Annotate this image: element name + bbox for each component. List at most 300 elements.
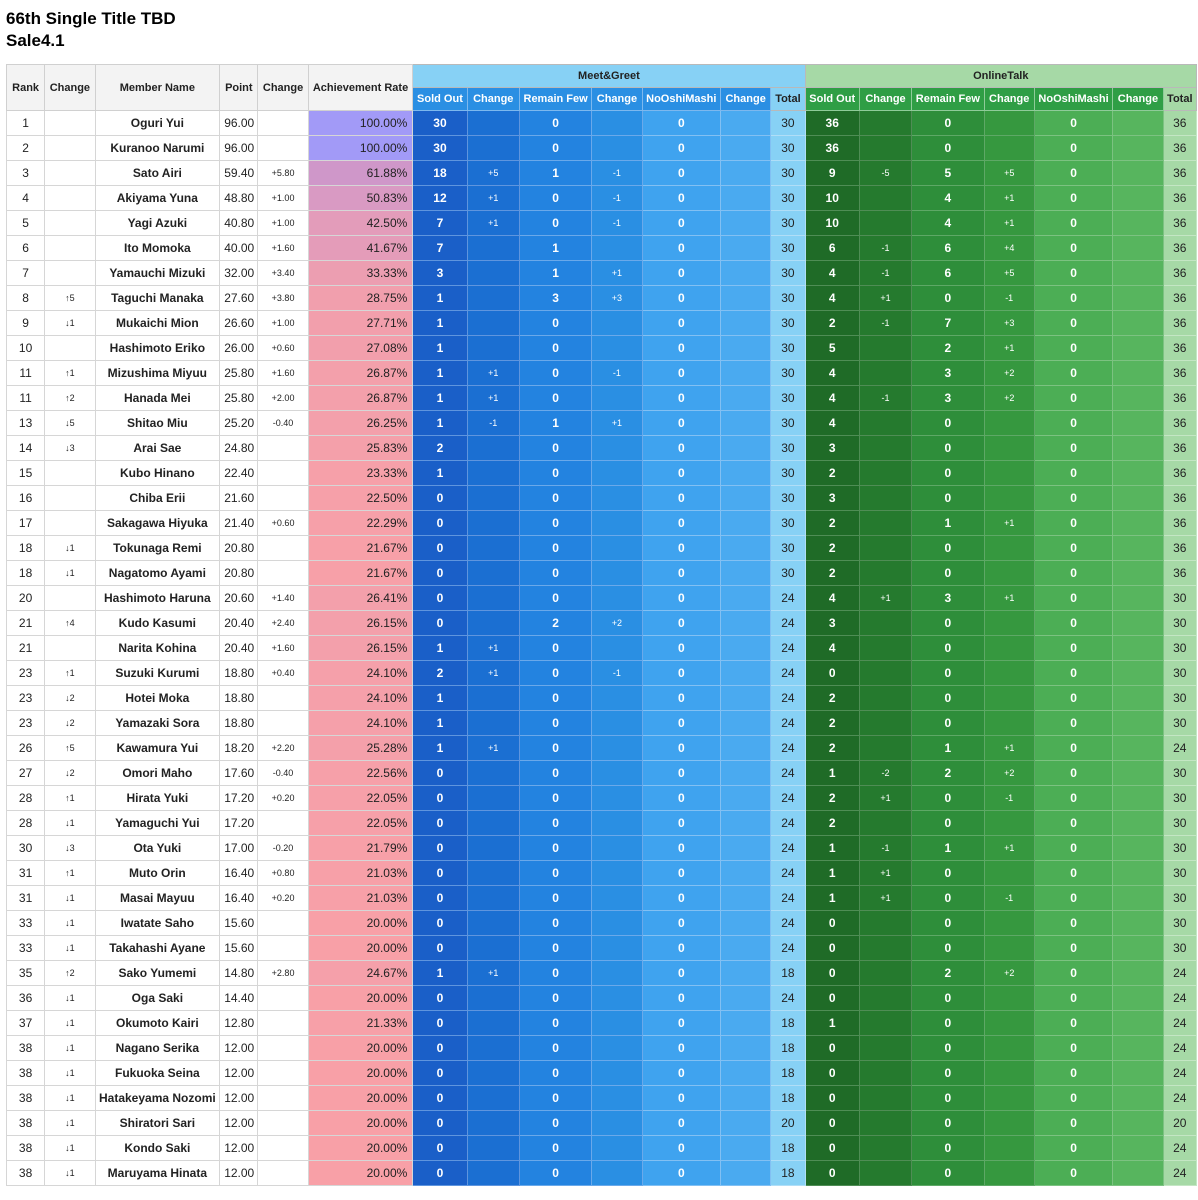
mg-sold-out-cell: 3 [413,261,467,286]
rank-change-cell [45,336,95,361]
ot-header-remain-few: Remain Few [912,88,984,111]
mg-remain-few-cell: 0 [519,861,591,886]
ot-remain-few-cell: 4 [912,186,984,211]
mg-remain-few-cell: 3 [519,286,591,311]
ot-total-cell: 24 [1163,1061,1196,1086]
rank-change-cell [45,511,95,536]
ot-remain-few-cell: 0 [912,811,984,836]
mg-nooshimashi-change-cell [721,411,771,436]
ot-nooshimashi-change-cell [1113,211,1163,236]
mg-sold-out-change-cell [467,436,519,461]
mg-nooshimashi-change-cell [721,586,771,611]
rank-cell: 3 [7,161,45,186]
ot-sold-out-cell: 0 [805,1036,859,1061]
point-cell: 12.00 [220,1061,258,1086]
point-change-cell [258,561,308,586]
ot-sold-out-cell: 3 [805,486,859,511]
table-row [7,186,1197,211]
ot-sold-out-cell: 0 [805,986,859,1011]
point-cell: 25.20 [220,411,258,436]
mg-remain-few-cell: 1 [519,411,591,436]
ot-header-nooshimashi: NoOshiMashi [1034,88,1112,111]
mg-total-cell: 30 [771,486,805,511]
mg-remain-few-change-cell: -1 [592,661,642,686]
mg-nooshimashi-change-cell [721,336,771,361]
point-cell: 22.40 [220,461,258,486]
point-cell: 27.60 [220,286,258,311]
ot-total-cell: 30 [1163,611,1196,636]
mg-total-cell: 30 [771,261,805,286]
table-row [7,611,1197,636]
achievement-rate-cell: 20.00% [308,1161,413,1186]
mg-remain-few-change-cell: -1 [592,211,642,236]
point-cell: 32.00 [220,261,258,286]
ot-sold-out-change-cell: -1 [859,236,911,261]
mg-remain-few-change-cell [592,1111,642,1136]
rank-change-cell [45,586,95,611]
mg-total-cell: 24 [771,611,805,636]
point-cell: 17.20 [220,786,258,811]
ot-total-cell: 36 [1163,486,1196,511]
rank-change-cell: ↑2 [45,386,95,411]
mg-nooshimashi-change-cell [721,511,771,536]
ot-remain-few-change-cell: +1 [984,186,1034,211]
point-change-cell: -0.20 [258,836,308,861]
mg-remain-few-change-cell [592,861,642,886]
mg-sold-out-change-cell: +1 [467,211,519,236]
member-name-cell: Narita Kohina [95,636,220,661]
ot-total-cell: 30 [1163,761,1196,786]
achievement-rate-cell: 26.87% [308,361,413,386]
ot-total-cell: 36 [1163,561,1196,586]
mg-remain-few-cell: 0 [519,711,591,736]
mg-remain-few-change-cell [592,586,642,611]
mg-sold-out-cell: 18 [413,161,467,186]
mg-remain-few-cell: 1 [519,236,591,261]
ot-nooshimashi-cell: 0 [1034,811,1112,836]
mg-sold-out-change-cell [467,261,519,286]
achievement-rate-cell: 22.05% [308,786,413,811]
point-change-cell: +2.00 [258,386,308,411]
ot-remain-few-change-cell [984,111,1034,136]
ot-sold-out-change-cell [859,361,911,386]
mg-nooshimashi-change-cell [721,861,771,886]
mg-sold-out-cell: 0 [413,536,467,561]
rank-change-cell: ↑5 [45,736,95,761]
ot-nooshimashi-cell: 0 [1034,1136,1112,1161]
ot-nooshimashi-cell: 0 [1034,636,1112,661]
ot-remain-few-cell: 6 [912,261,984,286]
ot-nooshimashi-change-cell [1113,986,1163,1011]
point-change-cell: +0.80 [258,861,308,886]
rank-cell: 38 [7,1111,45,1136]
mg-total-cell: 30 [771,211,805,236]
ot-total-cell: 36 [1163,436,1196,461]
ot-total-cell: 24 [1163,736,1196,761]
ot-nooshimashi-cell: 0 [1034,761,1112,786]
point-change-cell: +1.00 [258,186,308,211]
rank-change-cell: ↑1 [45,661,95,686]
mg-total-cell: 18 [771,1136,805,1161]
ot-sold-out-change-cell [859,1061,911,1086]
mg-sold-out-change-cell [467,111,519,136]
mg-sold-out-change-cell [467,336,519,361]
rank-cell: 38 [7,1036,45,1061]
mg-remain-few-change-cell [592,711,642,736]
mg-nooshimashi-cell: 0 [642,961,720,986]
achievement-rate-cell: 21.79% [308,836,413,861]
mg-remain-few-cell: 0 [519,961,591,986]
mg-total-cell: 30 [771,236,805,261]
ot-nooshimashi-cell: 0 [1034,311,1112,336]
mg-remain-few-change-cell [592,1136,642,1161]
ot-nooshimashi-cell: 0 [1034,886,1112,911]
mg-sold-out-change-cell: +1 [467,736,519,761]
mg-sold-out-cell: 30 [413,111,467,136]
mg-nooshimashi-cell: 0 [642,211,720,236]
ot-sold-out-cell: 0 [805,961,859,986]
mg-total-cell: 18 [771,1036,805,1061]
point-cell: 12.00 [220,1036,258,1061]
mg-remain-few-change-cell: -1 [592,361,642,386]
ot-remain-few-change-cell [984,136,1034,161]
mg-remain-few-change-cell [592,961,642,986]
member-name-cell: Tokunaga Remi [95,536,220,561]
ot-remain-few-change-cell [984,536,1034,561]
ot-nooshimashi-cell: 0 [1034,511,1112,536]
ot-sold-out-change-cell: -1 [859,311,911,336]
mg-nooshimashi-cell: 0 [642,161,720,186]
rank-change-cell: ↑4 [45,611,95,636]
mg-nooshimashi-cell: 0 [642,1161,720,1186]
mg-sold-out-change-cell [467,686,519,711]
rank-cell: 33 [7,936,45,961]
ot-nooshimashi-change-cell [1113,1061,1163,1086]
achievement-rate-cell: 20.00% [308,1086,413,1111]
point-change-cell: +0.20 [258,786,308,811]
point-cell: 12.80 [220,1011,258,1036]
mg-remain-few-cell: 0 [519,436,591,461]
mg-remain-few-change-cell [592,436,642,461]
achievement-rate-cell: 27.08% [308,336,413,361]
ot-nooshimashi-cell: 0 [1034,661,1112,686]
achievement-rate-cell: 20.00% [308,936,413,961]
ot-remain-few-change-cell [984,1036,1034,1061]
mg-nooshimashi-cell: 0 [642,261,720,286]
ot-total-cell: 24 [1163,961,1196,986]
ot-remain-few-cell: 0 [912,536,984,561]
mg-total-cell: 24 [771,936,805,961]
mg-total-cell: 24 [771,736,805,761]
ot-nooshimashi-cell: 0 [1034,961,1112,986]
mg-nooshimashi-cell: 0 [642,461,720,486]
mg-sold-out-cell: 1 [413,286,467,311]
achievement-rate-cell: 21.03% [308,886,413,911]
mg-nooshimashi-cell: 0 [642,861,720,886]
ot-total-cell: 36 [1163,361,1196,386]
ot-nooshimashi-change-cell [1113,161,1163,186]
rank-cell: 14 [7,436,45,461]
ot-total-cell: 36 [1163,336,1196,361]
point-cell: 48.80 [220,186,258,211]
ot-sold-out-change-cell: -5 [859,161,911,186]
rank-cell: 33 [7,911,45,936]
mg-total-cell: 30 [771,311,805,336]
mg-remain-few-change-cell [592,111,642,136]
achievement-rate-cell: 100.00% [308,136,413,161]
mg-nooshimashi-cell: 0 [642,736,720,761]
table-row [7,761,1197,786]
ot-total-cell: 30 [1163,661,1196,686]
mg-sold-out-cell: 2 [413,436,467,461]
ot-sold-out-cell: 2 [805,686,859,711]
table-row [7,386,1197,411]
mg-sold-out-change-cell [467,1136,519,1161]
mg-sold-out-cell: 0 [413,936,467,961]
rank-change-cell [45,186,95,211]
page-title: 66th Single Title TBD [6,9,176,28]
mg-remain-few-change-cell [592,986,642,1011]
ot-remain-few-cell: 0 [912,986,984,1011]
ot-remain-few-change-cell: +2 [984,386,1034,411]
mg-nooshimashi-cell: 0 [642,186,720,211]
ot-nooshimashi-change-cell [1113,911,1163,936]
ot-sold-out-cell: 0 [805,911,859,936]
mg-total-cell: 18 [771,961,805,986]
mg-nooshimashi-change-cell [721,961,771,986]
mg-total-cell: 30 [771,161,805,186]
mg-nooshimashi-cell: 0 [642,836,720,861]
ot-nooshimashi-cell: 0 [1034,911,1112,936]
mg-sold-out-cell: 1 [413,361,467,386]
rank-cell: 36 [7,986,45,1011]
mg-sold-out-cell: 1 [413,711,467,736]
rank-cell: 11 [7,386,45,411]
ot-total-cell: 36 [1163,111,1196,136]
ot-sold-out-cell: 36 [805,136,859,161]
ot-remain-few-cell: 0 [912,1061,984,1086]
rank-change-cell: ↓1 [45,911,95,936]
ot-sold-out-change-cell [859,636,911,661]
mg-nooshimashi-change-cell [721,361,771,386]
point-change-cell [258,1011,308,1036]
mg-sold-out-change-cell [467,1086,519,1111]
ot-remain-few-cell: 0 [912,686,984,711]
mg-nooshimashi-change-cell [721,261,771,286]
mg-sold-out-change-cell [467,561,519,586]
mg-total-cell: 24 [771,711,805,736]
ot-remain-few-change-cell: +2 [984,361,1034,386]
col-header-point-change: Change [258,65,308,111]
mg-header-remain-few-change: Change [592,88,642,111]
ot-remain-few-change-cell [984,811,1034,836]
ot-remain-few-cell: 2 [912,961,984,986]
mg-remain-few-change-cell [592,461,642,486]
ot-nooshimashi-change-cell [1113,111,1163,136]
ot-nooshimashi-change-cell [1113,361,1163,386]
point-cell: 21.60 [220,486,258,511]
point-cell: 16.40 [220,861,258,886]
rank-cell: 38 [7,1061,45,1086]
ot-nooshimashi-cell: 0 [1034,1111,1112,1136]
ot-remain-few-change-cell: +3 [984,311,1034,336]
mg-remain-few-cell: 0 [519,336,591,361]
member-name-cell: Yagi Azuki [95,211,220,236]
ot-nooshimashi-change-cell [1113,461,1163,486]
ot-nooshimashi-change-cell [1113,761,1163,786]
mg-sold-out-cell: 0 [413,786,467,811]
rank-change-cell: ↓1 [45,1086,95,1111]
mg-nooshimashi-change-cell [721,1061,771,1086]
ranking-table [6,64,1197,1186]
table-row [7,986,1197,1011]
mg-nooshimashi-cell: 0 [642,661,720,686]
rank-cell: 13 [7,411,45,436]
mg-nooshimashi-cell: 0 [642,886,720,911]
ot-remain-few-cell: 0 [912,1136,984,1161]
rank-cell: 38 [7,1136,45,1161]
mg-total-cell: 24 [771,636,805,661]
mg-sold-out-cell: 0 [413,761,467,786]
ot-nooshimashi-change-cell [1113,1161,1163,1186]
mg-remain-few-change-cell [592,811,642,836]
mg-remain-few-cell: 0 [519,1136,591,1161]
mg-sold-out-cell: 7 [413,236,467,261]
ot-sold-out-change-cell [859,1036,911,1061]
mg-remain-few-change-cell [592,1011,642,1036]
ot-nooshimashi-cell: 0 [1034,261,1112,286]
ot-remain-few-change-cell: +1 [984,211,1034,236]
ot-remain-few-cell: 2 [912,336,984,361]
ot-sold-out-cell: 2 [805,511,859,536]
ot-nooshimashi-change-cell [1113,636,1163,661]
mg-remain-few-change-cell [592,1161,642,1186]
rank-cell: 23 [7,661,45,686]
member-name-cell: Kubo Hinano [95,461,220,486]
mg-nooshimashi-cell: 0 [642,936,720,961]
mg-total-cell: 30 [771,411,805,436]
ot-sold-out-cell: 4 [805,361,859,386]
achievement-rate-cell: 22.29% [308,511,413,536]
rank-cell: 15 [7,461,45,486]
mg-nooshimashi-change-cell [721,286,771,311]
mg-sold-out-cell: 1 [413,636,467,661]
mg-remain-few-change-cell [592,636,642,661]
ot-remain-few-cell: 0 [912,711,984,736]
mg-sold-out-cell: 1 [413,386,467,411]
mg-sold-out-change-cell [467,861,519,886]
member-name-cell: Mizushima Miyuu [95,361,220,386]
ot-nooshimashi-cell: 0 [1034,1011,1112,1036]
ot-remain-few-cell: 0 [912,911,984,936]
mg-nooshimashi-change-cell [721,1036,771,1061]
ot-remain-few-change-cell [984,661,1034,686]
ot-remain-few-change-cell: -1 [984,786,1034,811]
ot-remain-few-change-cell [984,1161,1034,1186]
rank-change-cell [45,211,95,236]
ot-nooshimashi-cell: 0 [1034,211,1112,236]
ot-remain-few-change-cell [984,1061,1034,1086]
point-change-cell [258,911,308,936]
mg-total-cell: 18 [771,1061,805,1086]
mg-remain-few-change-cell: +1 [592,261,642,286]
mg-sold-out-change-cell [467,611,519,636]
member-name-cell: Iwatate Saho [95,911,220,936]
ot-total-cell: 36 [1163,261,1196,286]
mg-remain-few-change-cell: -1 [592,186,642,211]
member-name-cell: Omori Maho [95,761,220,786]
achievement-rate-cell: 27.71% [308,311,413,336]
point-cell: 18.80 [220,711,258,736]
table-row [7,686,1197,711]
mg-remain-few-cell: 0 [519,586,591,611]
point-change-cell: +0.60 [258,336,308,361]
mg-sold-out-cell: 1 [413,336,467,361]
ot-nooshimashi-change-cell [1113,836,1163,861]
ot-nooshimashi-cell: 0 [1034,736,1112,761]
rank-change-cell: ↑2 [45,961,95,986]
point-cell: 18.80 [220,661,258,686]
point-change-cell: -0.40 [258,761,308,786]
mg-nooshimashi-cell: 0 [642,786,720,811]
member-name-cell: Sakagawa Hiyuka [95,511,220,536]
rank-cell: 28 [7,786,45,811]
mg-sold-out-change-cell: +1 [467,636,519,661]
mg-sold-out-cell: 0 [413,1061,467,1086]
col-header-achievement-rate: Achievement Rate [308,65,413,111]
rank-change-cell: ↓1 [45,1061,95,1086]
table-row [7,461,1197,486]
mg-sold-out-change-cell [467,536,519,561]
mg-total-cell: 30 [771,461,805,486]
table-row [7,336,1197,361]
mg-sold-out-change-cell [467,786,519,811]
ot-total-cell: 36 [1163,536,1196,561]
mg-remain-few-change-cell [592,136,642,161]
ot-nooshimashi-change-cell [1113,136,1163,161]
ot-sold-out-change-cell [859,1111,911,1136]
mg-total-cell: 24 [771,911,805,936]
mg-sold-out-change-cell [467,486,519,511]
mg-remain-few-cell: 0 [519,361,591,386]
group-header-meet-greet: Meet&Greet [413,65,805,88]
member-name-cell: Akiyama Yuna [95,186,220,211]
member-name-cell: Takahashi Ayane [95,936,220,961]
mg-nooshimashi-cell: 0 [642,611,720,636]
member-name-cell: Hatakeyama Nozomi [95,1086,220,1111]
point-cell: 59.40 [220,161,258,186]
mg-remain-few-change-cell: +1 [592,411,642,436]
table-row [7,661,1197,686]
ot-remain-few-change-cell [984,1111,1034,1136]
ot-total-cell: 20 [1163,1111,1196,1136]
mg-nooshimashi-change-cell [721,711,771,736]
achievement-rate-cell: 20.00% [308,986,413,1011]
ot-sold-out-change-cell [859,1161,911,1186]
ot-nooshimashi-change-cell [1113,511,1163,536]
rank-cell: 8 [7,286,45,311]
mg-header-sold-out-change: Change [467,88,519,111]
achievement-rate-cell: 61.88% [308,161,413,186]
rank-cell: 35 [7,961,45,986]
mg-sold-out-change-cell [467,1011,519,1036]
ot-sold-out-cell: 2 [805,561,859,586]
table-row [7,886,1197,911]
ot-sold-out-change-cell [859,1136,911,1161]
mg-nooshimashi-cell: 0 [642,1086,720,1111]
mg-sold-out-change-cell [467,1061,519,1086]
ot-nooshimashi-change-cell [1113,536,1163,561]
